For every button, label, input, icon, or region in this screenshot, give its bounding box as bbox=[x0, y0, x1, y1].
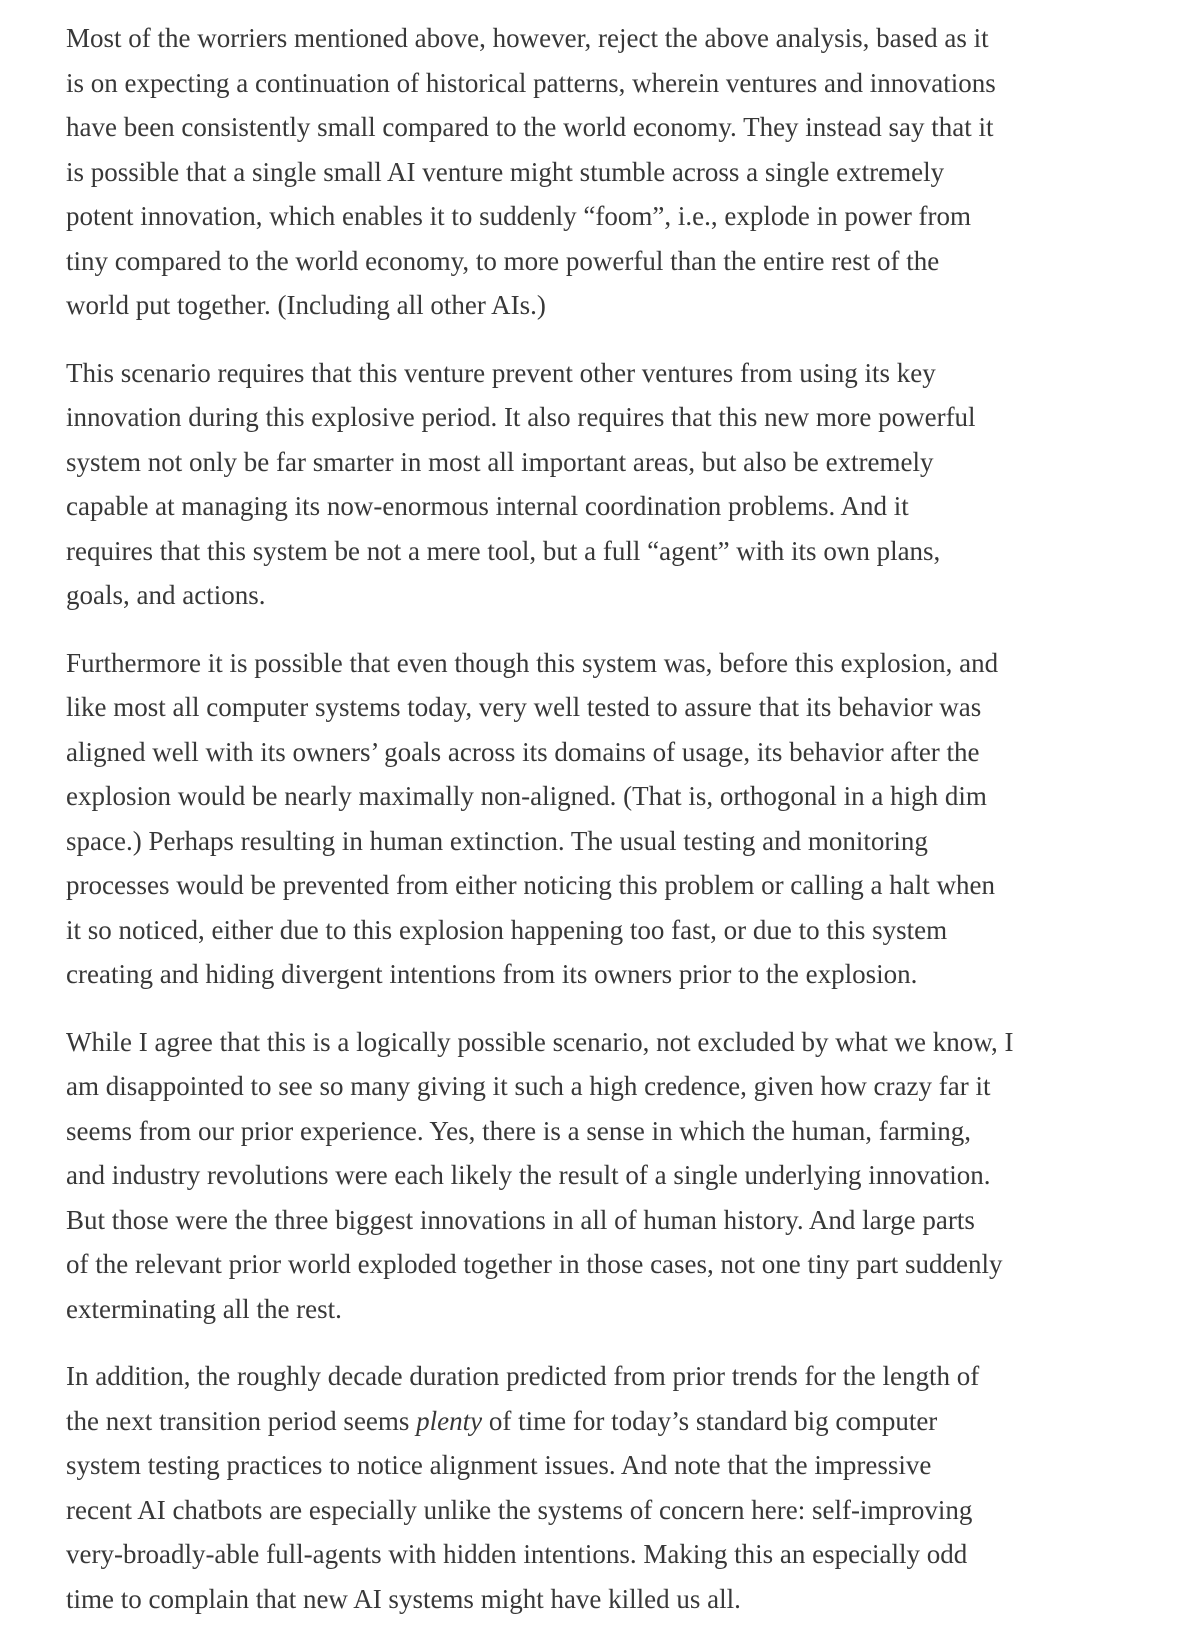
italic-text: plenty bbox=[416, 1405, 483, 1436]
text-line bbox=[66, 395, 1140, 440]
paragraph bbox=[66, 351, 1140, 618]
text-line bbox=[66, 573, 1140, 618]
text-segment: innovation during this explosive period. It also requires that this new more powerful bbox=[66, 402, 976, 432]
text-line bbox=[66, 863, 1140, 908]
text-segment: and industry revolutions were each likely the result of a single underlying innovation. bbox=[66, 1160, 991, 1190]
text-line bbox=[66, 351, 1140, 396]
text-line bbox=[66, 1242, 1140, 1287]
text-segment: world put together. (Including all other AIs.) bbox=[66, 290, 546, 320]
paragraph bbox=[66, 641, 1140, 997]
text-line bbox=[66, 1443, 1140, 1488]
paragraph bbox=[66, 1354, 1140, 1621]
text-line bbox=[66, 1020, 1140, 1065]
text-segment: requires that this system be not a mere tool, but a full “agent” with its own plans, bbox=[66, 535, 941, 566]
text-segment: is on expecting a continuation of historical patterns, wherein ventures and innovations bbox=[66, 67, 996, 98]
text-line bbox=[66, 1287, 1140, 1332]
article-body bbox=[66, 16, 1140, 1621]
text-line bbox=[66, 1153, 1140, 1198]
text-line bbox=[66, 239, 1140, 284]
text-line bbox=[66, 819, 1140, 864]
text-line bbox=[66, 685, 1140, 730]
text-segment: tiny compared to the world economy, to more powerful than the entire rest of the bbox=[66, 245, 940, 276]
paragraph bbox=[66, 1020, 1140, 1332]
text-segment: space.) Perhaps resulting in human extinction. The usual testing and monitoring bbox=[66, 825, 928, 856]
text-line bbox=[66, 150, 1140, 195]
text-line bbox=[66, 484, 1140, 529]
text-line bbox=[66, 529, 1140, 574]
text-line bbox=[66, 1488, 1140, 1533]
text-segment: seems from our prior experience. Yes, there is a sense in which the human, farming, bbox=[66, 1115, 972, 1146]
text-segment: system not only be far smarter in most all important areas, but also be extremely bbox=[66, 446, 934, 477]
text-segment: have been consistently small compared to the world economy. They instead say that it bbox=[66, 112, 994, 142]
text-line bbox=[66, 730, 1140, 775]
text-segment: of the relevant prior world exploded together in those cases, not one tiny part suddenly bbox=[66, 1249, 1003, 1279]
paragraph bbox=[66, 16, 1140, 328]
text-segment: very-broadly-able full-agents with hidden intentions. Making this an especially odd bbox=[66, 1539, 968, 1569]
text-line bbox=[66, 1354, 1140, 1399]
text-segment: Furthermore it is possible that even though this system was, before this explosion, and bbox=[66, 647, 999, 678]
text-segment: am disappointed to see so many giving it such a high credence, given how crazy far it bbox=[66, 1071, 991, 1101]
text-segment: goals, and actions. bbox=[66, 580, 266, 610]
text-segment: capable at managing its now-enormous internal coordination problems. And it bbox=[66, 491, 909, 521]
text-segment: aligned well with its owners’ goals across its domains of usage, its behavior after the bbox=[66, 736, 980, 767]
text-segment: is possible that a single small AI venture might stumble across a single extremely bbox=[66, 156, 945, 187]
text-segment: processes would be prevented from either noticing this problem or calling a halt when bbox=[66, 870, 995, 900]
text-line bbox=[66, 1064, 1140, 1109]
text-line bbox=[66, 440, 1140, 485]
text-segment: it so noticed, either due to this explosion happening too fast, or due to this system bbox=[66, 914, 948, 945]
text-segment: Most of the worriers mentioned above, however, reject the above analysis, based as it bbox=[66, 23, 989, 53]
text-segment: like most all computer systems today, very well tested to assure that its behavior was bbox=[66, 692, 982, 722]
text-line bbox=[66, 1109, 1140, 1154]
text-segment: explosion would be nearly maximally non-aligned. (That is, orthogonal in a high dim bbox=[66, 781, 987, 811]
text-segment: This scenario requires that this venture prevent other ventures from using its key bbox=[66, 357, 936, 388]
text-line bbox=[66, 1198, 1140, 1243]
text-segment: system testing practices to notice alignment issues. And note that the impressive bbox=[66, 1450, 932, 1480]
text-segment: recent AI chatbots are especially unlike the systems of concern here: self-improving bbox=[66, 1494, 973, 1525]
text-line bbox=[66, 1577, 1140, 1622]
text-line bbox=[66, 283, 1140, 328]
text-line bbox=[66, 194, 1140, 239]
text-line bbox=[66, 105, 1140, 150]
text-line bbox=[66, 16, 1140, 61]
text-segment: In addition, the roughly decade duration predicted from prior trends for the length of bbox=[66, 1361, 980, 1391]
text-segment: time to complain that new AI systems might have killed us all. bbox=[66, 1583, 741, 1614]
text-line bbox=[66, 1399, 1140, 1444]
text-line bbox=[66, 61, 1140, 106]
text-segment: exterminating all the rest. bbox=[66, 1293, 342, 1324]
text-line bbox=[66, 952, 1140, 997]
text-segment: But those were the three biggest innovations in all of human history. And large parts bbox=[66, 1204, 975, 1235]
text-segment: the next transition period seems bbox=[66, 1405, 417, 1436]
text-segment: While I agree that this is a logically possible scenario, not excluded by what we know, I bbox=[66, 1026, 1014, 1057]
text-line bbox=[66, 908, 1140, 953]
text-segment: creating and hiding divergent intentions from its owners prior to the explosion. bbox=[66, 959, 918, 989]
text-segment: of time for today’s standard big computer bbox=[482, 1405, 938, 1436]
text-line bbox=[66, 1532, 1140, 1577]
text-segment: potent innovation, which enables it to suddenly “foom”, i.e., explode in power from bbox=[66, 201, 972, 231]
text-line bbox=[66, 641, 1140, 686]
text-line bbox=[66, 774, 1140, 819]
